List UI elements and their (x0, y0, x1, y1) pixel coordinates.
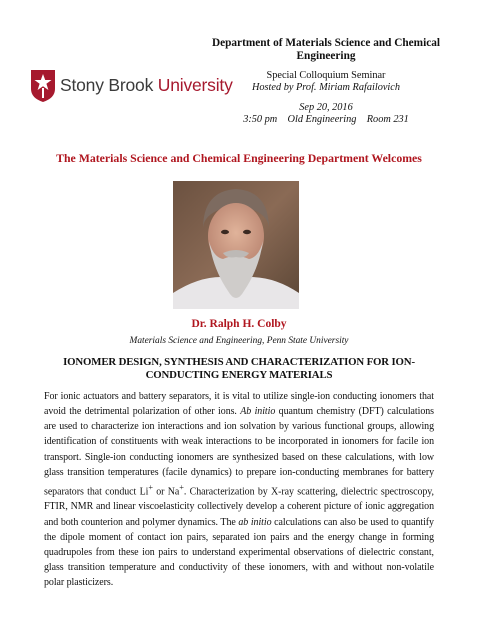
seminar-type: Special Colloquium Seminar (266, 70, 386, 81)
logo-university: University (157, 75, 233, 95)
speaker-photo (173, 181, 299, 309)
abstract-part: quantum chemistry (DFT) calculations are used to characterize ion interactions and ion solvation by various functional groups, allowing identification of constituents with weak interactions to be incorporated in ionomers for facile ion transport. Single-ion conducting ionomers are synthesized based on these calculations, with low glass transition temperatures (facile dynamics) to prepare ion-conducting membranes for battery separators that conduct Li (44, 406, 434, 498)
department-name: Department of Materials Science and Chemical Engineering (211, 37, 441, 62)
logo-name: Stony Brook (60, 75, 158, 95)
welcome-heading: The Materials Science and Chemical Engineering Department Welcomes (56, 151, 422, 165)
event-info (208, 37, 444, 126)
abstract-part: calculations can also be used to quantify the dipole moment of contact ion pairs, separated ion pairs and the energy change in forming quadrupoles from these ion pairs to understand experimental observations of dielectric constant, glass transition temperature and conductivity of these ionomers, with and without non-volatile polar plasticizers. (44, 516, 434, 589)
abstract-text (44, 389, 434, 590)
speaker-affiliation: Materials Science and Engineering, Penn State University (129, 336, 349, 346)
abstract-part: or Na (152, 486, 180, 498)
event-time-location: 3:50 pm Old Engineering Room 231 (243, 114, 409, 125)
abstract-italic: ab initio (238, 516, 272, 528)
host-line: Hosted by Prof. Miriam Rafailovich (251, 82, 401, 93)
logo-wordmark (60, 75, 233, 96)
abstract-part: . Characterization by X-ray scattering, dielectric spectroscopy, FTIR, NMR and linear viscoelasticity collectively develop a coherent picture of ionic aggregation and both counterion and polymer dynamics. The (44, 486, 434, 528)
event-date: Sep 20, 2016 (299, 102, 353, 113)
abstract-superscript: + (148, 482, 153, 492)
abstract-part: For ionic actuators and battery separators, it is vital to utilize single-ion conducting ionomers that avoid the detrimental polarization of other ions. (44, 391, 434, 418)
talk-title: IONOMER DESIGN, SYNTHESIS AND CHARACTERIZATION FOR ION-CONDUCTING ENERGY MATERIALS (63, 356, 415, 381)
speaker-name: Dr. Ralph H. Colby (191, 318, 287, 330)
shield-icon (30, 69, 56, 103)
abstract-italic: Ab initio (240, 406, 276, 418)
abstract-superscript: + (179, 482, 184, 492)
